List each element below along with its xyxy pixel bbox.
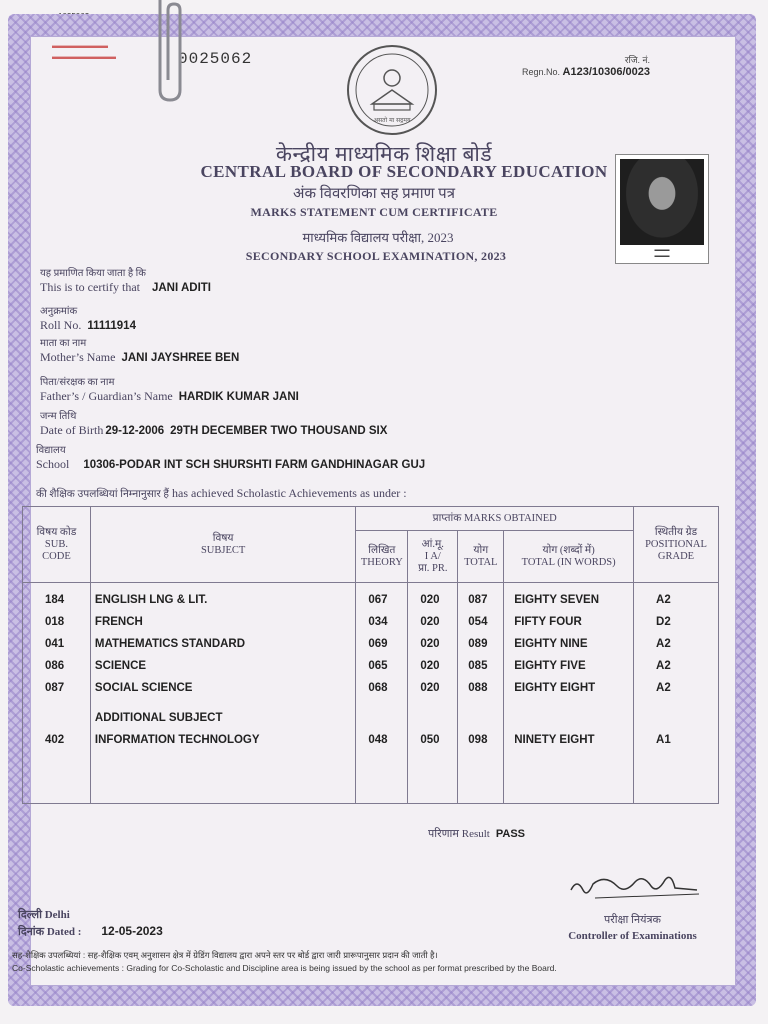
cell-grade: A2 [656, 594, 671, 606]
mother-field: माता का नाम Mother’s Name JANI JAYSHREE BEN [40, 338, 240, 364]
serial-number: 0025062 [178, 50, 253, 68]
regn-value: A123/10306/0023 [562, 66, 651, 78]
paper-clip-icon [150, 0, 194, 104]
column-ia [408, 583, 458, 804]
header-ia: आं.मू. I A/ प्रा. PR. [408, 531, 458, 583]
cbse-emblem-icon [344, 42, 440, 138]
roll-field: अनुक्रमांक Roll No. 11111914 [40, 306, 136, 332]
cell-words: EIGHTY NINE [514, 638, 588, 650]
cell-theory: 067 [368, 594, 388, 606]
exam-title-en: SECONDARY SCHOOL EXAMINATION, 2023 [245, 249, 507, 263]
cell-total: 054 [468, 616, 488, 628]
marks-table [22, 506, 719, 804]
additional-cell-total: 098 [468, 734, 488, 746]
cell-total: 085 [468, 660, 488, 672]
column-subject [90, 583, 355, 804]
cell-grade: A2 [656, 682, 671, 694]
cell-grade: A2 [656, 638, 671, 650]
cell-subject: FRENCH [94, 616, 143, 628]
additional-cell-subject: INFORMATION TECHNOLOGY [94, 734, 260, 746]
cell-code: 018 [45, 616, 65, 628]
cell-theory: 069 [368, 638, 388, 650]
achievements-line: की शैक्षिक उपलब्धियां निम्नानुसार हैं has achieved Scholastic Achievements as under : [36, 486, 407, 500]
place: दिल्ली Delhi [18, 909, 70, 921]
registration-number [522, 54, 650, 78]
photo-caption: ▬▬▬ ▬▬▬ [654, 247, 670, 259]
header-marks-obtained: प्राप्तांक MARKS OBTAINED [356, 507, 634, 531]
cell-ia: 020 [420, 660, 440, 672]
cell-total: 088 [468, 682, 488, 694]
cell-total: 089 [468, 638, 488, 650]
regn-label-en: Regn.No. [522, 67, 561, 77]
cell-words: EIGHTY EIGHT [514, 682, 596, 694]
controller-signature [565, 868, 705, 908]
cell-code: 041 [45, 638, 65, 650]
cell-grade: A2 [656, 660, 671, 672]
cell-subject: SOCIAL SCIENCE [94, 682, 193, 694]
cell-theory: 068 [368, 682, 388, 694]
cell-words: FIFTY FOUR [514, 616, 582, 628]
cell-code: 184 [45, 594, 65, 606]
student-photo [615, 154, 709, 264]
date-value: 12-05-2023 [101, 924, 163, 938]
cell-theory: 034 [368, 616, 388, 628]
dated: दिनांक Dated : 12-05-2023 [18, 924, 163, 938]
cell-code: 086 [45, 660, 65, 672]
additional-cell-code: 402 [45, 734, 65, 746]
additional-cell-grade: A1 [656, 734, 671, 746]
school-value: 10306-PODAR INT SCH SHURSHTI FARM GANDHINAGAR GUJ [83, 459, 426, 471]
cell-ia: 020 [420, 638, 440, 650]
board-name-hi: केन्द्रीय माध्यमिक शिक्षा बोर्ड [275, 142, 493, 166]
header-sub-code: विषय कोड SUB. CODE [23, 507, 91, 583]
place-date-block [18, 907, 163, 940]
spacer [514, 707, 633, 729]
header-grade: स्थितीय ग्रेड POSITIONAL GRADE [634, 507, 719, 583]
additional-subject-label: ADDITIONAL SUBJECT [94, 712, 223, 724]
header-subject: विषय SUBJECT [90, 507, 355, 583]
spacer [468, 707, 503, 729]
header-theory: लिखित THEORY [356, 531, 408, 583]
cell-ia: 020 [420, 594, 440, 606]
result-line: परिणाम Result PASS [428, 828, 525, 840]
dob-words: 29TH DECEMBER TWO THOUSAND SIX [170, 425, 388, 437]
additional-cell-words: NINETY EIGHT [514, 734, 595, 746]
cell-ia: 020 [420, 682, 440, 694]
dob-field: जन्म तिथि Date of Birth 29-12-2006 29TH DECEMBER TWO THOUSAND SIX [40, 411, 388, 437]
cell-code: 087 [45, 682, 65, 694]
spacer [656, 707, 718, 729]
mother-name: JANI JAYSHREE BEN [121, 352, 240, 364]
result-value: PASS [495, 828, 525, 840]
additional-cell-ia: 050 [420, 734, 440, 746]
doc-title-hi: अंक विवरणिका सह प्रमाण पत्र [293, 186, 455, 202]
photo-image [620, 159, 704, 245]
cell-total: 087 [468, 594, 488, 606]
spacer [45, 707, 90, 729]
father-field: पिता/संरक्षक का नाम Father’s / Guardian’s Name HARDIK KUMAR JANI [40, 377, 299, 403]
cell-subject: SCIENCE [94, 660, 147, 672]
board-name-en: CENTRAL BOARD OF SECONDARY EDUCATION [200, 162, 608, 181]
doc-title-en: MARKS STATEMENT CUM CERTIFICATE [250, 205, 498, 219]
spacer [368, 707, 407, 729]
regn-label-hi: रजि. नं. [624, 55, 651, 65]
red-stamp: ▬▬▬▬▬▬▬ ▬▬▬▬▬▬▬▬ [52, 41, 116, 61]
father-name: HARDIK KUMAR JANI [178, 391, 299, 403]
spacer [420, 707, 457, 729]
header-total: योग TOTAL [458, 531, 504, 583]
column-total-words [504, 583, 634, 804]
column-grade [634, 583, 719, 804]
column-theory [356, 583, 408, 804]
cell-theory: 065 [368, 660, 388, 672]
cell-words: EIGHTY SEVEN [514, 594, 600, 606]
cell-subject: ENGLISH LNG & LIT. [94, 594, 208, 606]
cell-ia: 020 [420, 616, 440, 628]
exam-title-hi: माध्यमिक विद्यालय परीक्षा, 2023 [302, 230, 454, 245]
cell-subject: MATHEMATICS STANDARD [94, 638, 246, 650]
roll-number: 11111914 [87, 320, 136, 332]
student-name: JANI ADITI [151, 282, 211, 294]
column-total [458, 583, 504, 804]
school-field: विद्यालय School 10306-PODAR INT SCH SHURSHTI FARM GANDHINAGAR GUJ [36, 445, 426, 471]
footnote: सह-शैक्षिक उपलब्धियां : सह-शैक्षिक एवम् अनुशासन क्षेत्र में ग्रेडिंग विद्यालय द्वारा अपने स्तर पर बोर्ड द्वारा जारी प्रारूपानुसार प्रदान की जाती है। Co-Scholastic achievements : Grading for Co-Scholastic and Discipline area is being issued by the school as per format prescribed by the Board. [12, 950, 557, 973]
certify-field: यह प्रमाणित किया जाता है कि This is to certify that JANI ADITI [40, 268, 211, 294]
dob-value: 29-12-2006 [105, 425, 165, 437]
column-code [23, 583, 91, 804]
header-total-words: योग (शब्दों में) TOTAL (IN WORDS) [504, 531, 634, 583]
cell-words: EIGHTY FIVE [514, 660, 586, 672]
additional-cell-theory: 048 [368, 734, 388, 746]
cell-grade: D2 [656, 616, 671, 628]
controller-block: परीक्षा नियंत्रक Controller of Examinations [568, 914, 697, 942]
emblem-motto: असतो मा सद्गमय [373, 117, 411, 124]
